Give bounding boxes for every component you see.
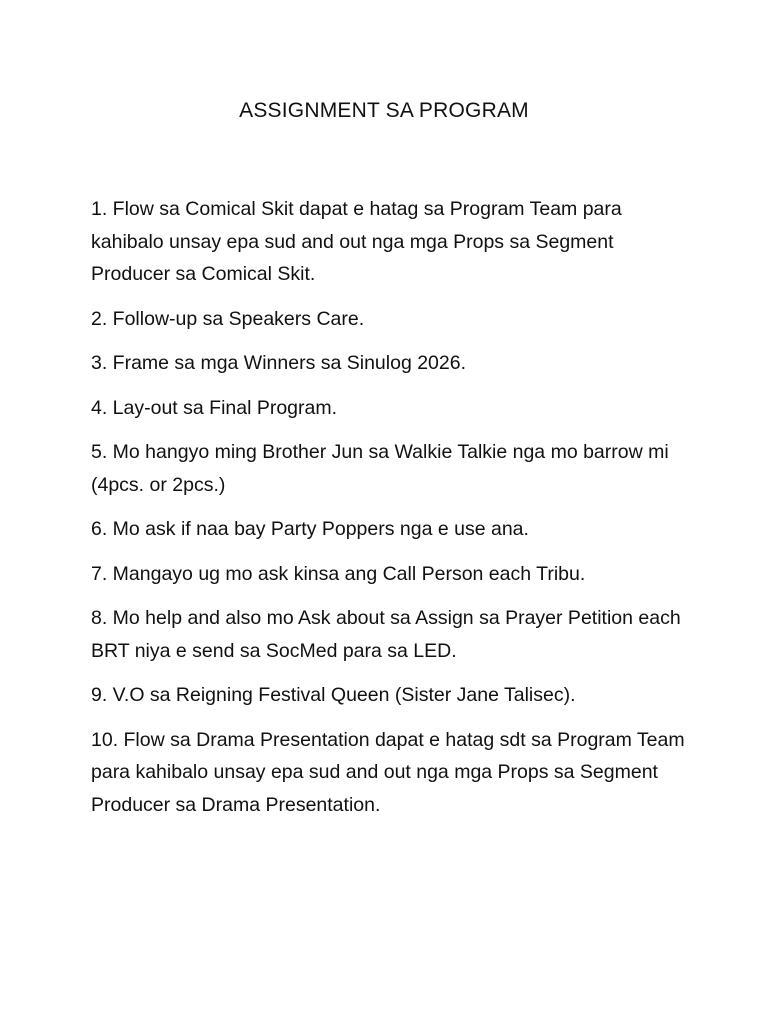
list-item: 6. Mo ask if naa bay Party Poppers nga e use ana. [91, 518, 529, 540]
document-title: ASSIGNMENT SA PROGRAM [239, 99, 529, 122]
list-item: 7. Mangayo ug mo ask kinsa ang Call Person each Tribu. [91, 562, 586, 585]
list-item: 3. Frame sa mga Winners sa Sinulog 2026. [91, 352, 467, 374]
list-item: 8. Mo help and also mo Ask about sa Assign sa Prayer Petition each BRT niya e send sa SocMed para sa LED. [91, 607, 681, 662]
list-item: 4. Lay-out sa Final Program. [91, 396, 338, 419]
list-item: 1. Flow sa Comical Skit dapat e hatag sa Program Team para kahibalo unsay epa sud and out nga mga Props sa Segment Producer sa Comical Skit. [91, 198, 622, 285]
assignment-list [91, 193, 691, 833]
list-item: 5. Mo hangyo ming Brother Jun sa Walkie Talkie nga mo barrow mi (4pcs. or 2pcs.) [91, 441, 669, 496]
list-item: 2. Follow-up sa Speakers Care. [91, 307, 365, 330]
list-item: 9. V.O sa Reigning Festival Queen (Sister Jane Talisec). [91, 684, 576, 706]
list-item: 10. Flow sa Drama Presentation dapat e hatag sdt sa Program Team para kahibalo unsay epa sud and out nga mga Props sa Segment Producer sa Drama Presentation. [91, 728, 685, 816]
